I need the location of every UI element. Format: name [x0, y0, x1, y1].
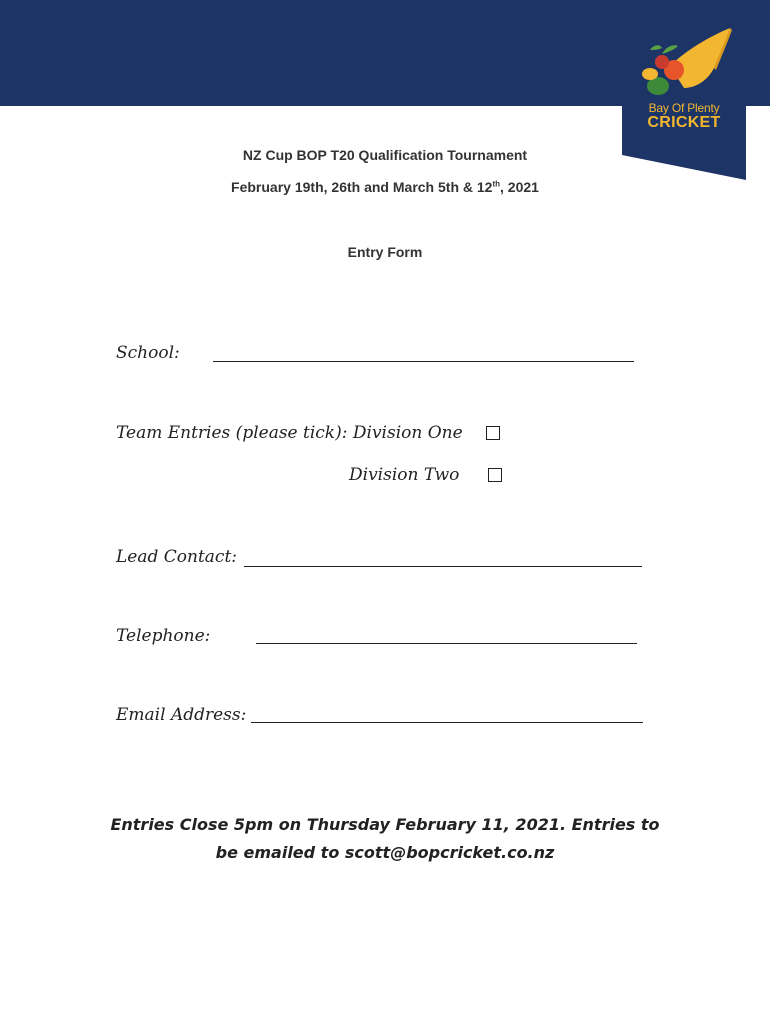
- team-entries-label: Team Entries (please tick): Division One: [116, 423, 463, 443]
- telephone-label: Telephone:: [116, 626, 211, 646]
- dates-text-part2: , 2021: [500, 179, 539, 195]
- entries-email-notice: be emailed to scott@bopcricket.co.nz: [215, 843, 555, 862]
- entries-close-notice: Entries Close 5pm on Thursday February 11, 2021. Entries to: [110, 815, 660, 834]
- lead-contact-field[interactable]: [244, 566, 642, 567]
- tournament-dates: [0, 179, 770, 195]
- division-one-checkbox[interactable]: [486, 426, 500, 440]
- tournament-title: NZ Cup BOP T20 Qualification Tournament: [242, 147, 528, 163]
- logo-text-bay-of-plenty: Bay Of Plenty: [648, 101, 720, 115]
- school-field[interactable]: [213, 361, 634, 362]
- lead-contact-label: Lead Contact:: [116, 547, 238, 567]
- dates-text-part1: February 19th, 26th and March 5th & 12: [231, 179, 493, 195]
- dates-superscript: th: [492, 179, 501, 189]
- form-title: Entry Form: [347, 244, 423, 260]
- division-two-label: Division Two: [349, 465, 460, 485]
- email-label: Email Address:: [116, 705, 247, 725]
- logo-text-cricket: CRICKET: [647, 114, 721, 131]
- telephone-field[interactable]: [256, 643, 637, 644]
- email-field[interactable]: [251, 722, 643, 723]
- school-label: School:: [116, 343, 180, 363]
- division-two-checkbox[interactable]: [488, 468, 502, 482]
